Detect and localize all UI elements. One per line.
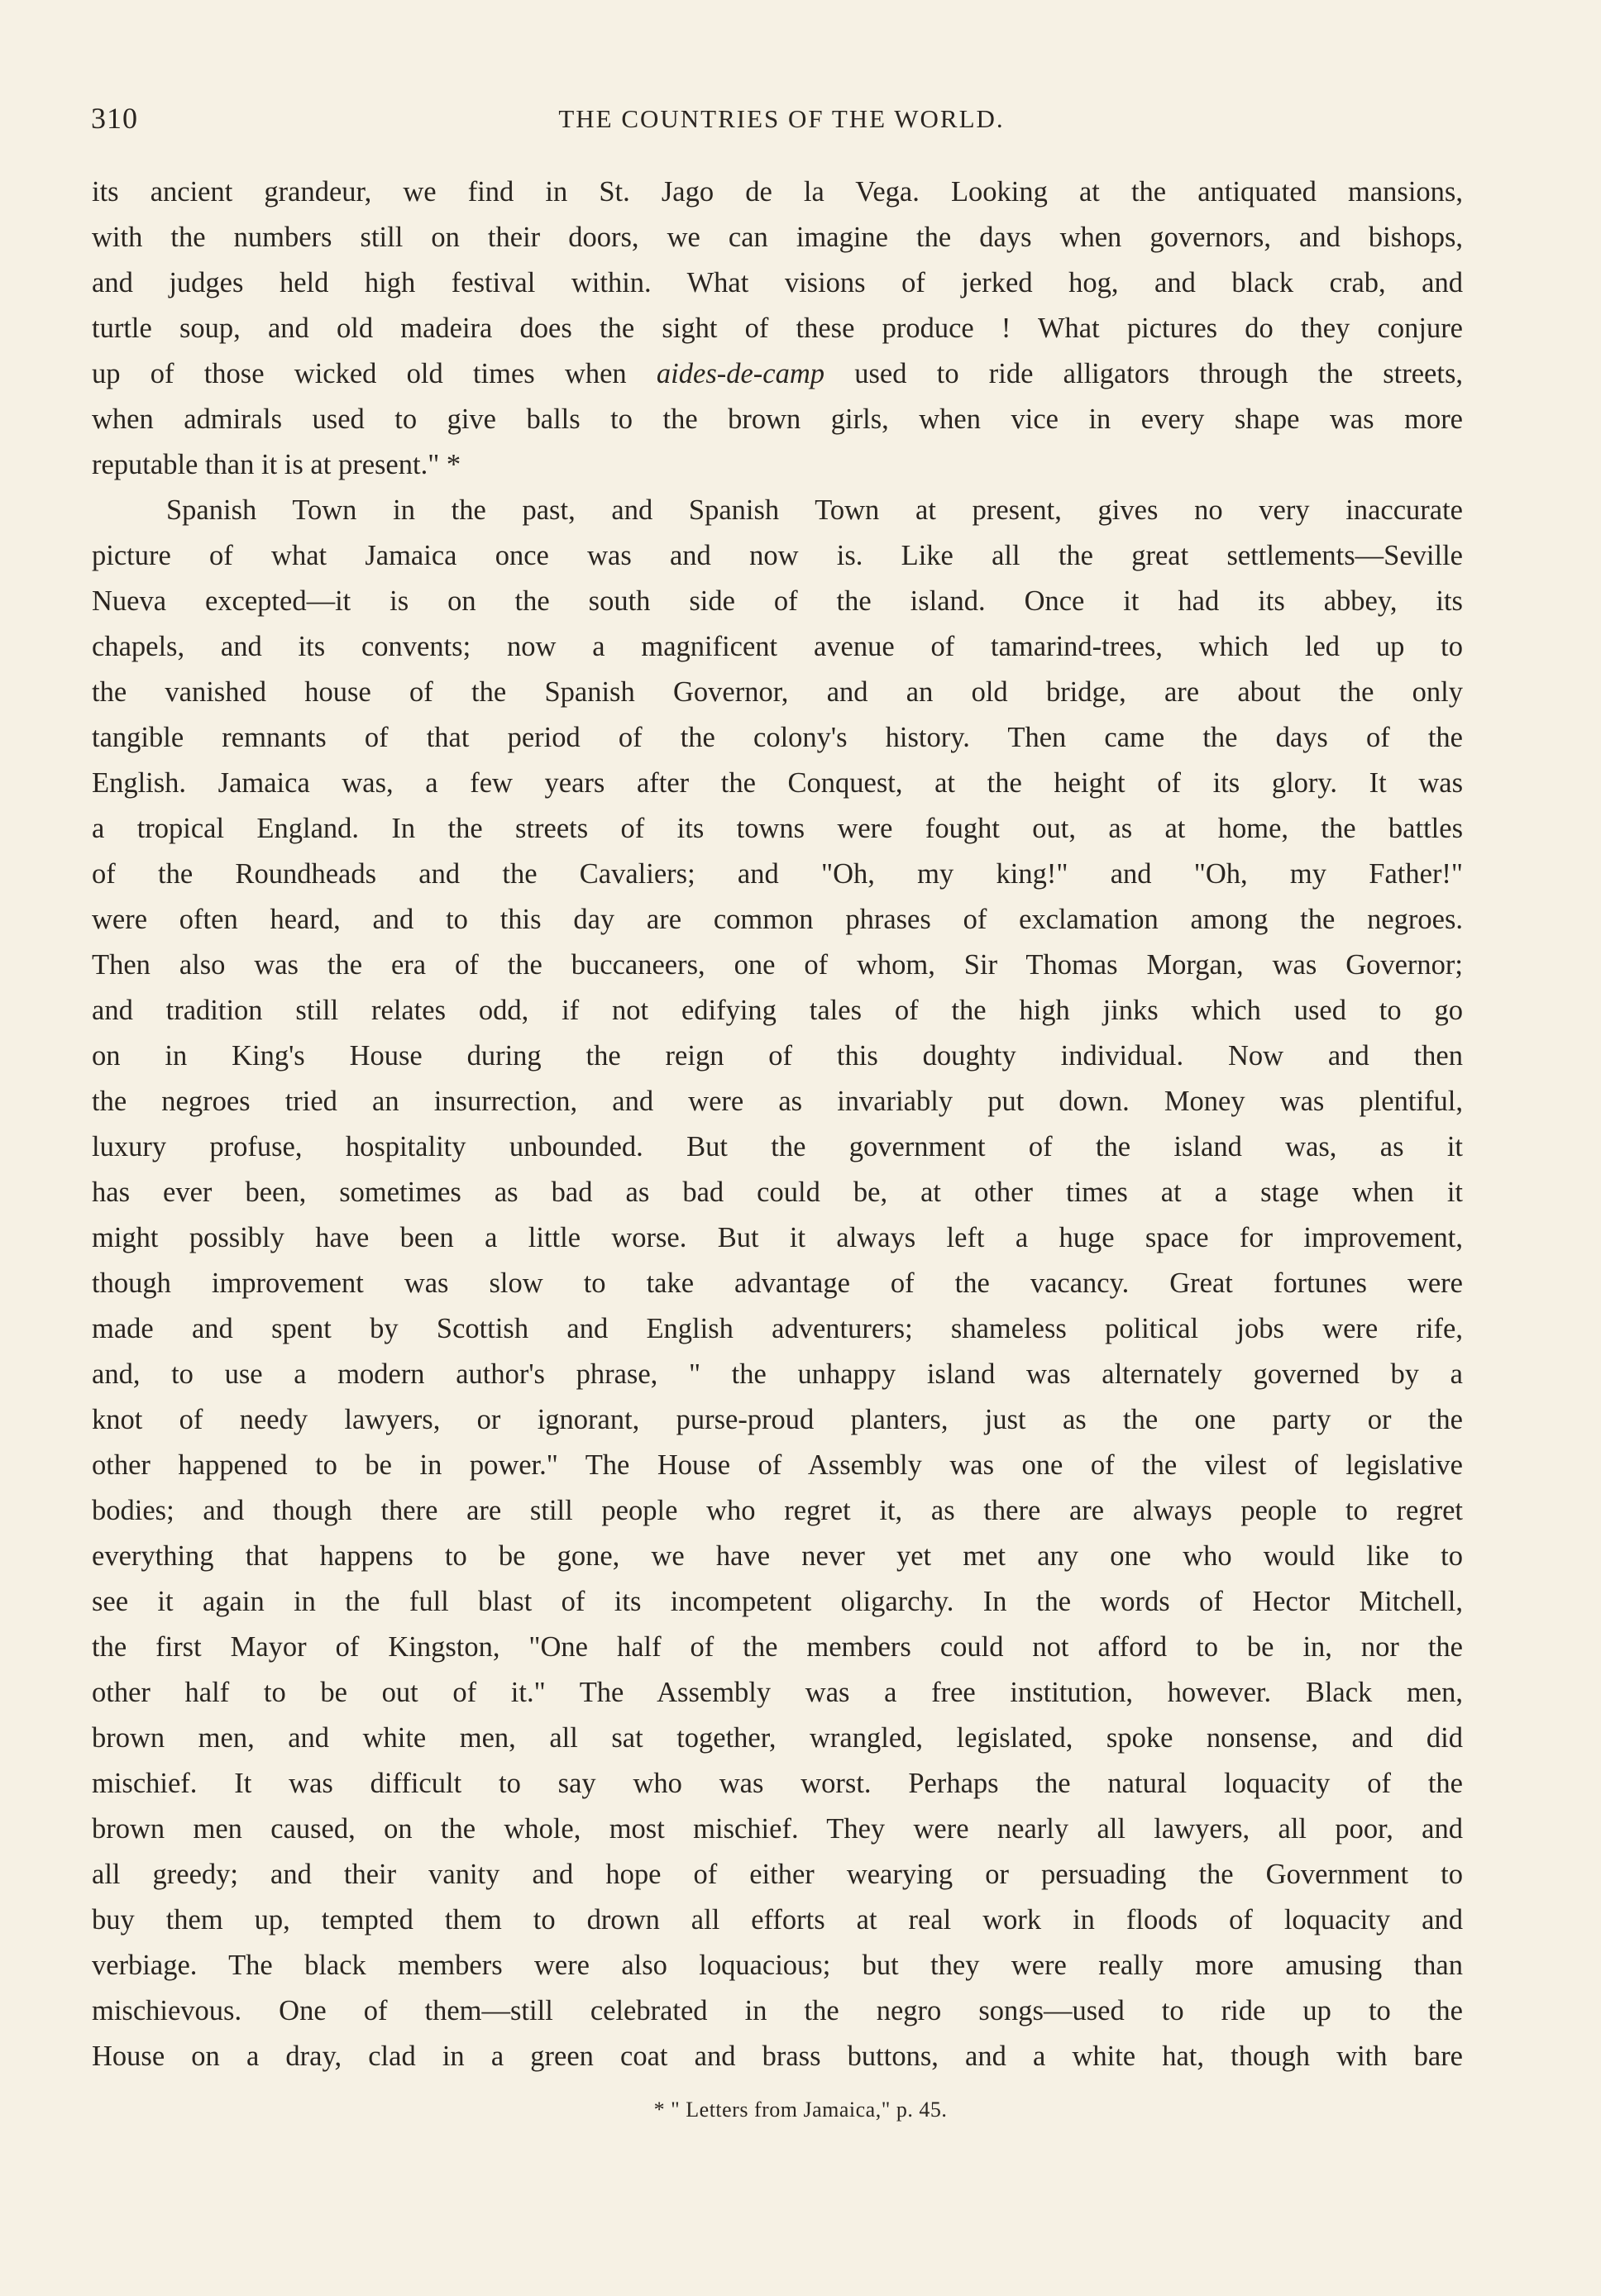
text-line: Then also was the era of the buccaneers, one of whom, Sir Thomas Morgan, was Governor; bbox=[92, 949, 1463, 981]
body-text bbox=[92, 169, 1463, 2079]
text-line: and tradition still relates odd, if not edifying tales of the high jinks which used to go bbox=[92, 995, 1463, 1026]
text-line: when admirals used to give balls to the brown girls, when vice in every shape was more bbox=[92, 403, 1463, 435]
text-line: and judges held high festival within. What visions of jerked hog, and black crab, and bbox=[92, 267, 1463, 298]
text-line: has ever been, sometimes as bad as bad could be, at other times at a stage when it bbox=[92, 1177, 1463, 1208]
text-line: knot of needy lawyers, or ignorant, purse-proud planters, just as the one party or the bbox=[92, 1404, 1463, 1435]
running-title: THE COUNTRIES OF THE WORLD. bbox=[558, 104, 1005, 133]
text-line: reputable than it is at present." * bbox=[92, 449, 461, 480]
text-line: House on a dray, clad in a green coat and brass buttons, and a white hat, though with bare bbox=[92, 2041, 1463, 2072]
text-line: buy them up, tempted them to drown all efforts at real work in floods of loquacity and bbox=[92, 1904, 1463, 1936]
paragraph-1 bbox=[92, 169, 1463, 488]
text-line: up of those wicked old times when aides-de-camp used to ride alligators through the streets, bbox=[92, 358, 1464, 389]
text-line: verbiage. The black members were also loquacious; but they were really more amusing than bbox=[92, 1950, 1463, 1981]
text-line: a tropical England. In the streets of its towns were fought out, as at home, the battles bbox=[92, 813, 1463, 844]
footnote: * " Letters from Jamaica," p. 45. bbox=[653, 2098, 948, 2122]
text-line: though improvement was slow to take advantage of the vacancy. Great fortunes were bbox=[92, 1267, 1463, 1299]
text-line: the vanished house of the Spanish Governor, and an old bridge, are about the only bbox=[92, 676, 1463, 708]
text-line: brown men, and white men, all sat together, wrangled, legislated, spoke nonsense, and did bbox=[92, 1722, 1463, 1754]
text-line: everything that happens to be gone, we have never yet met any one who would like to bbox=[92, 1540, 1463, 1572]
running-head bbox=[91, 101, 1472, 142]
text-line: tangible remnants of that period of the colony's history. Then came the days of the bbox=[92, 722, 1463, 753]
text-line: mischief. It was difficult to say who was worst. Perhaps the natural loquacity of the bbox=[92, 1768, 1463, 1799]
text-line: on in King's House during the reign of this doughty individual. Now and then bbox=[92, 1040, 1463, 1072]
text-line: the negroes tried an insurrection, and were as invariably put down. Money was plentiful, bbox=[92, 1086, 1463, 1117]
text-line: English. Jamaica was, a few years after the Conquest, at the height of its glory. It was bbox=[92, 767, 1463, 799]
text-line: turtle soup, and old madeira does the sight of these produce ! What pictures do they conjure bbox=[92, 313, 1463, 344]
text-line: Nueva excepted—it is on the south side of the island. Once it had its abbey, its bbox=[92, 585, 1463, 617]
text-line: the first Mayor of Kingston, "One half of the members could not afford to be in, nor the bbox=[92, 1631, 1463, 1663]
text-line: bodies; and though there are still people who regret it, as there are always people to regret bbox=[92, 1495, 1463, 1526]
text-line: its ancient grandeur, we find in St. Jago de la Vega. Looking at the antiquated mansions, bbox=[92, 176, 1463, 208]
text-line: other happened to be in power." The House of Assembly was one of the vilest of legislative bbox=[92, 1449, 1463, 1481]
text-line: Spanish Town in the past, and Spanish Town at present, gives no very inaccurate bbox=[166, 494, 1463, 526]
text-line: made and spent by Scottish and English adventurers; shameless political jobs were rife, bbox=[92, 1313, 1463, 1344]
text-line: chapels, and its convents; now a magnificent avenue of tamarind-trees, which led up to bbox=[92, 631, 1463, 662]
text-line: were often heard, and to this day are common phrases of exclamation among the negroes. bbox=[92, 904, 1463, 935]
text-line: might possibly have been a little worse. But it always left a huge space for improvement, bbox=[92, 1222, 1463, 1253]
text-line: mischievous. One of them—still celebrated in the negro songs—used to ride up to the bbox=[92, 1995, 1463, 2026]
text-line: all greedy; and their vanity and hope of either wearying or persuading the Government to bbox=[92, 1859, 1463, 1890]
page-number: 310 bbox=[91, 102, 138, 135]
text-line: see it again in the full blast of its incompetent oligarchy. In the words of Hector Mitchell, bbox=[92, 1586, 1463, 1617]
text-line: of the Roundheads and the Cavaliers; and "Oh, my king!" and "Oh, my Father!" bbox=[92, 858, 1463, 890]
text-line: luxury profuse, hospitality unbounded. But the government of the island was, as it bbox=[92, 1131, 1463, 1162]
text-line: other half to be out of it." The Assembly was a free institution, however. Black men, bbox=[92, 1677, 1463, 1708]
text-line: picture of what Jamaica once was and now is. Like all the great settlements—Seville bbox=[92, 540, 1463, 571]
text-line: with the numbers still on their doors, we can imagine the days when governors, and bishops, bbox=[92, 222, 1463, 253]
italic-phrase: aides-de-camp bbox=[656, 358, 825, 389]
paragraph-2 bbox=[92, 488, 1463, 2079]
text-line: brown men caused, on the whole, most mischief. They were nearly all lawyers, all poor, and bbox=[92, 1813, 1463, 1845]
text-line: and, to use a modern author's phrase, " the unhappy island was alternately governed by a bbox=[92, 1358, 1463, 1390]
